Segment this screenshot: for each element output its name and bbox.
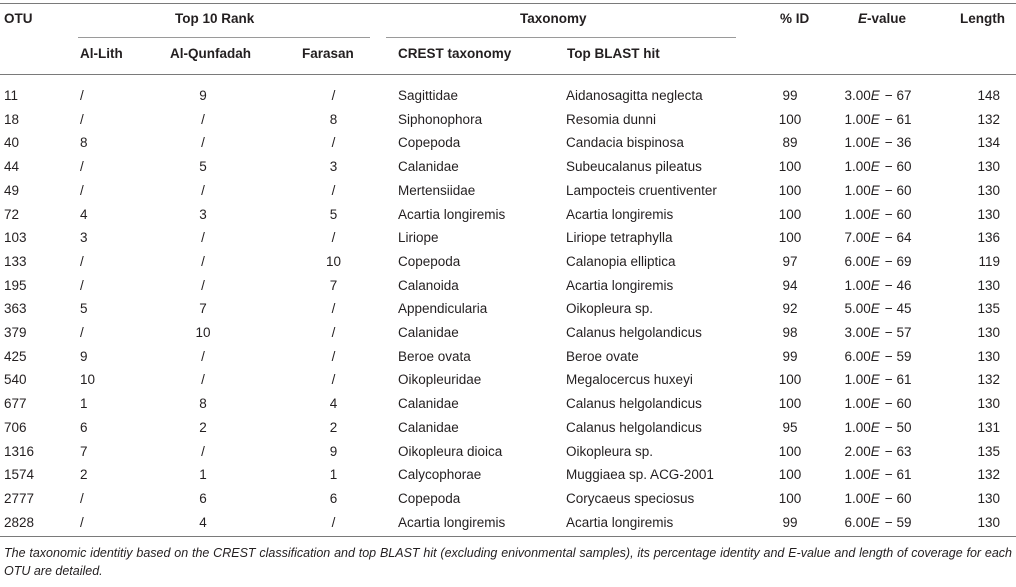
table-row	[0, 84, 1016, 108]
cell-length: 130	[977, 348, 1000, 364]
cell-blast: Oikopleura sp.	[566, 301, 654, 317]
table-row	[0, 487, 1016, 511]
cell-otu: 49	[4, 182, 20, 198]
evalue-mantissa: 1.00	[844, 206, 871, 222]
cell-crest: Calanidae	[398, 159, 459, 175]
table-body	[0, 84, 1016, 534]
cell-length: 148	[977, 88, 1000, 103]
cell-pct-id: 100	[778, 490, 802, 506]
evalue-e-symbol: E	[870, 159, 880, 175]
cell-al-qunfadah: /	[201, 135, 205, 151]
cell-length: 130	[977, 159, 1000, 175]
cell-farasan: /	[331, 514, 336, 530]
evalue-e-symbol: E	[870, 277, 880, 293]
cell-otu: 18	[4, 111, 20, 127]
header-pct-id: % ID	[780, 11, 810, 26]
table-bottom-rule	[0, 536, 1016, 537]
cell-evalue	[816, 345, 940, 369]
cell-pct-id: 99	[782, 348, 798, 364]
cell-blast: Acartia longiremis	[566, 206, 674, 222]
evalue-mantissa: 1.00	[844, 490, 871, 506]
evalue-e-symbol: E	[870, 490, 880, 506]
cell-length: 130	[977, 325, 1000, 341]
cell-al-qunfadah: /	[201, 372, 205, 388]
evalue-e-symbol: E	[870, 325, 880, 341]
cell-blast: Megalocercus huxeyi	[566, 372, 693, 388]
cell-al-lith: 2	[80, 467, 88, 483]
table-row	[0, 345, 1016, 369]
cell-crest: Acartia longiremis	[398, 206, 506, 222]
cell-al-qunfadah: 7	[199, 301, 207, 317]
cell-length: 130	[977, 490, 1000, 506]
evalue-exponent: − 60	[884, 396, 912, 412]
evalue-exponent: − 61	[884, 372, 912, 388]
cell-al-lith: 4	[80, 206, 88, 222]
evalue-exponent: − 60	[884, 206, 912, 222]
cell-al-qunfadah: /	[201, 348, 205, 364]
cell-length: 132	[977, 111, 1000, 127]
header-taxonomy: Taxonomy	[520, 11, 587, 26]
table-row	[0, 131, 1016, 155]
evalue-e-symbol: E	[870, 372, 880, 388]
cell-evalue	[816, 250, 940, 274]
cell-blast: Calanus helgolandicus	[566, 419, 702, 435]
cell-blast: Corycaeus speciosus	[566, 490, 695, 506]
cell-blast: Subeucalanus pileatus	[566, 159, 702, 175]
evalue-exponent: − 36	[884, 135, 912, 151]
evalue-e-symbol: E	[870, 348, 880, 364]
cell-farasan: /	[331, 135, 336, 151]
cell-evalue	[816, 155, 940, 179]
cell-pct-id: 97	[782, 253, 798, 269]
cell-farasan: /	[331, 348, 336, 364]
cell-crest: Oikopleuridae	[398, 372, 482, 388]
cell-length: 135	[977, 443, 1000, 459]
top10-rank-spanner-rule	[78, 37, 370, 38]
header-farasan: Farasan	[302, 46, 354, 61]
cell-crest: Calycophorae	[398, 467, 482, 483]
cell-al-qunfadah: 4	[199, 514, 207, 530]
cell-farasan: 1	[329, 467, 338, 483]
cell-otu: 11	[4, 88, 19, 103]
cell-crest: Copepoda	[398, 490, 461, 506]
cell-evalue	[816, 463, 940, 487]
cell-evalue	[816, 321, 940, 345]
cell-farasan: 8	[329, 111, 338, 127]
evalue-exponent: − 61	[884, 467, 912, 483]
cell-farasan: 2	[329, 419, 338, 435]
cell-al-lith: /	[80, 325, 84, 341]
evalue-mantissa: 7.00	[844, 230, 871, 246]
cell-al-qunfadah: /	[201, 182, 205, 198]
cell-otu: 540	[4, 372, 27, 388]
table-row	[0, 511, 1016, 535]
cell-al-lith: 3	[80, 230, 88, 246]
evalue-e-symbol: E	[870, 467, 880, 483]
cell-al-qunfadah: 9	[199, 88, 207, 103]
table-caption: The taxonomic identitiy based on the CREST classification and top BLAST hit (excluding enivonmental samples), its percentage identity and E-value and length of coverage for each OTU are detailed.	[4, 546, 1012, 578]
table-row	[0, 463, 1016, 487]
cell-al-lith: /	[80, 490, 84, 506]
header-top10-rank: Top 10 Rank	[175, 11, 255, 26]
cell-length: 136	[977, 230, 1000, 246]
evalue-mantissa: 1.00	[844, 372, 871, 388]
cell-length: 130	[977, 514, 1000, 530]
cell-al-qunfadah: 10	[195, 325, 211, 341]
cell-pct-id: 89	[782, 135, 798, 151]
table-row	[0, 297, 1016, 321]
evalue-mantissa: 1.00	[844, 182, 871, 198]
cell-al-qunfadah: 2	[199, 419, 207, 435]
cell-al-lith: 1	[80, 396, 88, 412]
evalue-e-symbol: E	[870, 443, 880, 459]
cell-otu: 2777	[4, 490, 35, 506]
cell-pct-id: 100	[778, 230, 802, 246]
otu-table	[0, 84, 1016, 534]
cell-al-lith: /	[80, 277, 84, 293]
cell-evalue	[816, 131, 940, 155]
cell-pct-id: 100	[778, 206, 802, 222]
cell-crest: Calanidae	[398, 419, 459, 435]
cell-pct-id: 98	[782, 325, 798, 341]
cell-al-lith: /	[80, 514, 84, 530]
evalue-mantissa: 2.00	[844, 443, 871, 459]
evalue-mantissa: 1.00	[844, 419, 871, 435]
cell-farasan: 9	[329, 443, 338, 459]
cell-crest: Calanidae	[398, 325, 459, 341]
cell-al-qunfadah: /	[201, 443, 205, 459]
cell-evalue	[816, 179, 940, 203]
cell-pct-id: 100	[778, 159, 802, 175]
cell-crest: Acartia longiremis	[398, 514, 506, 530]
cell-blast: Calanus helgolandicus	[566, 325, 702, 341]
cell-otu: 195	[4, 277, 27, 293]
table-row	[0, 179, 1016, 203]
cell-al-lith: /	[80, 253, 84, 269]
cell-blast: Calanopia elliptica	[566, 253, 676, 269]
header-al-lith: Al-Lith	[80, 46, 123, 61]
evalue-mantissa: 1.00	[844, 467, 871, 483]
cell-otu: 677	[4, 396, 27, 412]
cell-length: 132	[977, 372, 1000, 388]
evalue-mantissa: 1.00	[844, 111, 871, 127]
cell-evalue	[816, 511, 940, 535]
cell-farasan: /	[331, 182, 336, 198]
evalue-exponent: − 69	[884, 253, 912, 269]
cell-crest: Oikopleura dioica	[398, 443, 503, 459]
cell-blast: Beroe ovate	[566, 348, 639, 364]
evalue-mantissa: 1.00	[844, 396, 871, 412]
evalue-mantissa: 1.00	[844, 135, 871, 151]
cell-pct-id: 100	[778, 396, 802, 412]
cell-evalue	[816, 203, 940, 227]
header-top-blast-hit: Top BLAST hit	[567, 46, 660, 61]
cell-evalue	[816, 368, 940, 392]
cell-blast: Acartia longiremis	[566, 277, 674, 293]
evalue-mantissa: 6.00	[844, 514, 871, 530]
cell-evalue	[816, 416, 940, 440]
cell-farasan: 4	[329, 396, 338, 412]
cell-farasan: /	[331, 372, 336, 388]
cell-evalue	[816, 226, 940, 250]
evalue-e-symbol: E	[870, 301, 880, 317]
cell-evalue	[816, 274, 940, 298]
cell-pct-id: 99	[782, 88, 798, 103]
cell-blast: Candacia bispinosa	[566, 135, 684, 151]
cell-al-lith: 8	[80, 135, 88, 151]
evalue-e-symbol: E	[870, 230, 880, 246]
table-row	[0, 250, 1016, 274]
cell-farasan: 5	[329, 206, 338, 222]
cell-blast: Oikopleura sp.	[566, 443, 654, 459]
evalue-exponent: − 60	[884, 159, 912, 175]
cell-evalue	[816, 487, 940, 511]
cell-al-qunfadah: 6	[199, 490, 207, 506]
table-top-rule	[0, 3, 1016, 4]
cell-length: 135	[977, 301, 1000, 317]
cell-evalue	[816, 440, 940, 464]
cell-evalue	[816, 108, 940, 132]
cell-al-lith: 6	[80, 419, 88, 435]
cell-al-qunfadah: 8	[199, 396, 207, 412]
cell-crest: Beroe ovata	[398, 348, 471, 364]
cell-pct-id: 95	[782, 419, 798, 435]
evalue-e-symbol: E	[870, 88, 880, 103]
header-evalue	[858, 11, 906, 27]
table-row	[0, 155, 1016, 179]
evalue-exponent: − 63	[884, 443, 912, 459]
cell-al-lith: /	[80, 182, 84, 198]
cell-otu: 103	[4, 230, 27, 246]
header-otu: OTU	[4, 11, 33, 26]
cell-pct-id: 94	[782, 277, 798, 293]
evalue-e-symbol: E	[870, 253, 880, 269]
evalue-exponent: − 67	[884, 88, 912, 103]
cell-otu: 706	[4, 419, 27, 435]
evalue-mantissa: 1.00	[844, 277, 871, 293]
cell-al-qunfadah: 5	[199, 159, 207, 175]
cell-al-qunfadah: /	[201, 253, 205, 269]
cell-farasan: 3	[329, 159, 338, 175]
evalue-exponent: − 45	[884, 301, 912, 317]
cell-otu: 72	[4, 206, 20, 222]
cell-length: 131	[977, 419, 1000, 435]
cell-pct-id: 100	[778, 182, 802, 198]
cell-otu: 40	[4, 135, 20, 151]
evalue-e-symbol: E	[870, 514, 880, 530]
cell-blast: Muggiaea sp. ACG-2001	[566, 467, 714, 483]
evalue-exponent: − 57	[884, 325, 912, 341]
cell-blast: Resomia dunni	[566, 111, 657, 127]
cell-evalue	[816, 392, 940, 416]
cell-crest: Appendicularia	[398, 301, 488, 317]
cell-blast: Calanus helgolandicus	[566, 396, 702, 412]
cell-pct-id: 99	[782, 514, 798, 530]
cell-farasan: 7	[329, 277, 338, 293]
table-row	[0, 274, 1016, 298]
cell-al-lith: 5	[80, 301, 88, 317]
evalue-mantissa: 5.00	[844, 301, 871, 317]
cell-otu: 2828	[4, 514, 35, 530]
cell-al-lith: 7	[80, 443, 88, 459]
cell-pct-id: 100	[778, 467, 802, 483]
evalue-exponent: − 61	[884, 111, 912, 127]
cell-blast: Lampocteis cruentiventer	[566, 182, 717, 198]
evalue-e-symbol: E	[870, 419, 880, 435]
header-crest-taxonomy: CREST taxonomy	[398, 46, 512, 61]
table-row	[0, 440, 1016, 464]
cell-length: 134	[977, 135, 1000, 151]
cell-length: 130	[977, 182, 1000, 198]
cell-length: 130	[977, 277, 1000, 293]
cell-al-lith: /	[80, 88, 84, 103]
evalue-mantissa: 3.00	[844, 88, 871, 103]
evalue-e-symbol: E	[870, 182, 880, 198]
cell-al-lith: 10	[80, 372, 96, 388]
cell-farasan: /	[331, 230, 336, 246]
cell-farasan: /	[331, 325, 336, 341]
cell-otu: 44	[4, 159, 20, 175]
cell-evalue	[816, 297, 940, 321]
evalue-mantissa: 6.00	[844, 348, 871, 364]
evalue-exponent: − 60	[884, 182, 912, 198]
evalue-exponent: − 59	[884, 514, 912, 530]
evalue-mantissa: 6.00	[844, 253, 871, 269]
cell-pct-id: 92	[782, 301, 798, 317]
cell-al-qunfadah: /	[201, 111, 205, 127]
cell-length: 119	[978, 253, 1000, 269]
cell-otu: 1574	[4, 467, 35, 483]
cell-crest: Copepoda	[398, 253, 461, 269]
evalue-e-symbol: E	[870, 396, 880, 412]
cell-crest: Calanidae	[398, 396, 459, 412]
cell-al-lith: /	[80, 111, 84, 127]
cell-al-lith: /	[80, 159, 84, 175]
cell-length: 132	[977, 467, 1000, 483]
cell-farasan: /	[331, 301, 336, 317]
cell-otu: 363	[4, 301, 27, 317]
cell-al-qunfadah: 3	[199, 206, 207, 222]
cell-evalue	[816, 84, 940, 108]
cell-blast: Liriope tetraphylla	[566, 230, 673, 246]
table-row	[0, 392, 1016, 416]
evalue-exponent: − 60	[884, 490, 912, 506]
cell-farasan: 10	[325, 253, 342, 269]
cell-crest: Siphonophora	[398, 111, 483, 127]
cell-blast: Acartia longiremis	[566, 514, 674, 530]
cell-crest: Copepoda	[398, 135, 461, 151]
cell-al-lith: 9	[80, 348, 88, 364]
evalue-exponent: − 64	[884, 230, 912, 246]
table-row	[0, 203, 1016, 227]
evalue-mantissa: 1.00	[844, 159, 871, 175]
cell-al-qunfadah: /	[201, 277, 205, 293]
cell-pct-id: 100	[778, 372, 802, 388]
header-evalue-suffix: -value	[867, 11, 907, 26]
cell-length: 130	[977, 396, 1000, 412]
table-row	[0, 226, 1016, 250]
cell-crest: Sagittidae	[398, 88, 459, 103]
cell-otu: 133	[4, 253, 27, 269]
evalue-e-symbol: E	[870, 111, 880, 127]
cell-farasan: /	[331, 88, 336, 103]
cell-blast: Aidanosagitta neglecta	[566, 88, 703, 103]
table-row	[0, 368, 1016, 392]
cell-crest: Liriope	[398, 230, 439, 246]
cell-pct-id: 100	[778, 443, 802, 459]
evalue-e-symbol: E	[870, 206, 880, 222]
cell-al-qunfadah: 1	[199, 467, 207, 483]
evalue-exponent: − 50	[884, 419, 912, 435]
cell-length: 130	[977, 206, 1000, 222]
evalue-exponent: − 46	[884, 277, 912, 293]
table-row	[0, 108, 1016, 132]
cell-otu: 425	[4, 348, 27, 364]
table-row	[0, 321, 1016, 345]
table-row	[0, 416, 1016, 440]
header-evalue-e: E	[858, 11, 868, 26]
header-length: Length	[960, 11, 1005, 26]
cell-farasan: 6	[329, 490, 338, 506]
header-al-qunfadah: Al-Qunfadah	[170, 46, 251, 61]
taxonomy-spanner-rule	[386, 37, 736, 38]
header-bottom-rule	[0, 74, 1016, 75]
cell-otu: 379	[4, 325, 27, 341]
cell-crest: Calanoida	[398, 277, 459, 293]
cell-al-qunfadah: /	[201, 230, 205, 246]
evalue-mantissa: 3.00	[844, 325, 871, 341]
cell-crest: Mertensiidae	[398, 182, 476, 198]
evalue-exponent: − 59	[884, 348, 912, 364]
evalue-e-symbol: E	[870, 135, 880, 151]
cell-otu: 1316	[4, 443, 35, 459]
cell-pct-id: 100	[778, 111, 802, 127]
